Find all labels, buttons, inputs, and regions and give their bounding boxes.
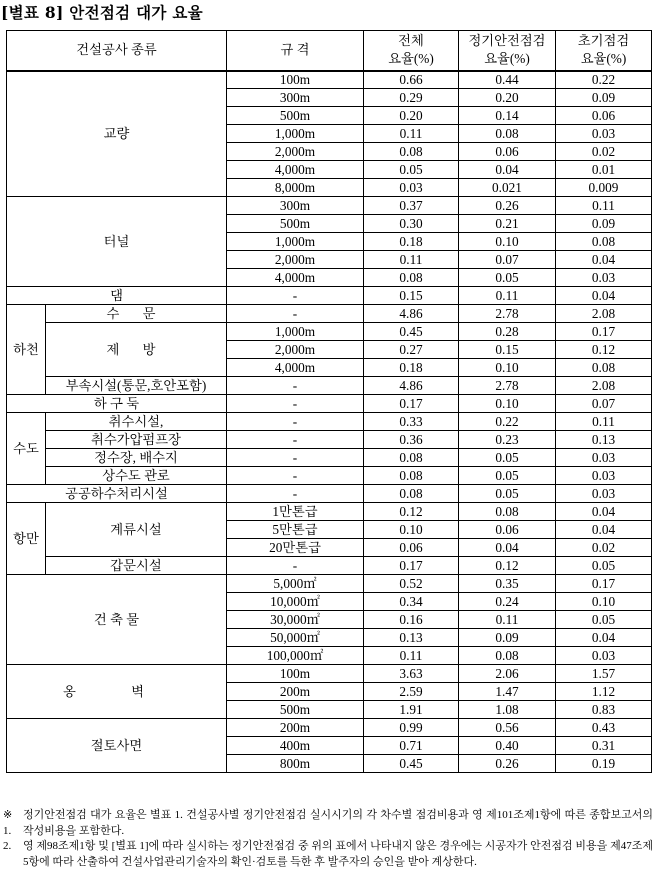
table-row	[7, 413, 652, 431]
total-rate: 0.37	[364, 197, 459, 215]
spec-cell: 2,000m	[227, 341, 364, 359]
spec-cell: 4,000m	[227, 269, 364, 287]
periodic-rate: 1.47	[459, 683, 556, 701]
spec-cell: 200m	[227, 683, 364, 701]
periodic-rate: 0.05	[459, 269, 556, 287]
spec-cell: 800m	[227, 755, 364, 773]
category-retaining-wall: 옹 벽	[7, 665, 227, 719]
table-row	[7, 305, 652, 323]
header-spec: 규 격	[227, 31, 364, 71]
header-periodic: 정기안전점검 요율(%)	[459, 31, 556, 71]
periodic-rate: 0.04	[459, 539, 556, 557]
initial-rate: 0.05	[556, 557, 652, 575]
periodic-rate: 0.22	[459, 413, 556, 431]
spec-cell: 1,000m	[227, 125, 364, 143]
periodic-rate: 0.28	[459, 323, 556, 341]
total-rate: 0.06	[364, 539, 459, 557]
initial-rate: 2.08	[556, 305, 652, 323]
total-rate: 4.86	[364, 305, 459, 323]
periodic-rate: 0.11	[459, 287, 556, 305]
total-rate: 0.03	[364, 179, 459, 197]
total-rate: 0.18	[364, 233, 459, 251]
total-rate: 0.18	[364, 359, 459, 377]
total-rate: 0.20	[364, 107, 459, 125]
total-rate: 0.71	[364, 737, 459, 755]
periodic-rate: 0.12	[459, 557, 556, 575]
initial-rate: 0.03	[556, 467, 652, 485]
initial-rate: 0.03	[556, 125, 652, 143]
footnotes	[3, 808, 653, 870]
initial-rate: 0.04	[556, 629, 652, 647]
header-row	[7, 31, 652, 71]
header-initial: 초기점검 요율(%)	[556, 31, 652, 71]
category-river: 하천	[7, 305, 46, 395]
table-row	[7, 665, 652, 683]
total-rate: 0.08	[364, 449, 459, 467]
table-row	[7, 449, 652, 467]
total-rate: 0.08	[364, 143, 459, 161]
spec-cell: -	[227, 413, 364, 431]
periodic-rate: 0.14	[459, 107, 556, 125]
category-sewage: 공공하수처리시설	[7, 485, 227, 503]
spec-cell: -	[227, 449, 364, 467]
subcategory-ancillary: 부속시설(통문,호안포함)	[46, 377, 227, 395]
initial-rate: 0.03	[556, 647, 652, 665]
table-row	[7, 557, 652, 575]
periodic-rate: 0.05	[459, 485, 556, 503]
spec-cell: 10,000㎡	[227, 593, 364, 611]
total-rate: 0.36	[364, 431, 459, 449]
spec-cell: 500m	[227, 215, 364, 233]
spec-cell: 1,000m	[227, 323, 364, 341]
total-rate: 0.11	[364, 125, 459, 143]
periodic-rate: 0.10	[459, 233, 556, 251]
initial-rate: 0.13	[556, 431, 652, 449]
spec-cell: 2,000m	[227, 143, 364, 161]
initial-rate: 0.19	[556, 755, 652, 773]
spec-cell: -	[227, 557, 364, 575]
category-building: 건 축 물	[7, 575, 227, 665]
header-total: 전체 요율(%)	[364, 31, 459, 71]
initial-rate: 0.04	[556, 521, 652, 539]
spec-cell: -	[227, 305, 364, 323]
spec-cell: 500m	[227, 107, 364, 125]
initial-rate: 0.05	[556, 611, 652, 629]
total-rate: 0.08	[364, 269, 459, 287]
spec-cell: 50,000㎡	[227, 629, 364, 647]
initial-rate: 0.11	[556, 413, 652, 431]
table-row	[7, 575, 652, 593]
total-rate: 0.66	[364, 71, 459, 89]
category-bridge: 교량	[7, 71, 227, 197]
table-row	[7, 197, 652, 215]
periodic-rate: 0.08	[459, 503, 556, 521]
spec-cell: 100m	[227, 665, 364, 683]
total-rate: 0.33	[364, 413, 459, 431]
periodic-rate: 0.56	[459, 719, 556, 737]
subcategory-levee: 제 방	[46, 323, 227, 377]
total-rate: 0.52	[364, 575, 459, 593]
spec-cell: 30,000㎡	[227, 611, 364, 629]
total-rate: 0.08	[364, 485, 459, 503]
initial-rate: 0.06	[556, 107, 652, 125]
subcategory-sluice: 수 문	[46, 305, 227, 323]
table-row	[7, 467, 652, 485]
initial-rate: 1.12	[556, 683, 652, 701]
spec-cell: 4,000m	[227, 161, 364, 179]
total-rate: 0.10	[364, 521, 459, 539]
footnote-text: 영 제98조제1항 및 [별표 1]에 따라 실시하는 정기안전점검 중 위의 표에서 나타내지 않은 경우에는 시공자가 안전점검 비용을 제47조제5항에 따라 산출하여 건설사업관리기술자의 확인·검토를 득한 후 발주자의 승인을 받아 계상한다.	[23, 840, 653, 868]
category-water-supply: 수도	[7, 413, 46, 485]
periodic-rate: 0.11	[459, 611, 556, 629]
table-row	[7, 323, 652, 341]
periodic-rate: 0.21	[459, 215, 556, 233]
initial-rate: 0.03	[556, 449, 652, 467]
footnote-text: 정기안전점검 대가 요율은 별표 1. 건설공사별 정기안전점검 실시시기의 각 차수별 점검비용과 영 제101조제1항에 따른 종합보고서의 작성비용을 포함한다.	[23, 809, 653, 837]
category-tunnel: 터널	[7, 197, 227, 287]
total-rate: 0.13	[364, 629, 459, 647]
page-title: [별표 8] 안전점검 대가 요율	[1, 3, 203, 22]
spec-cell: 5,000㎡	[227, 575, 364, 593]
periodic-rate: 2.78	[459, 305, 556, 323]
periodic-rate: 0.06	[459, 143, 556, 161]
initial-rate: 0.17	[556, 323, 652, 341]
initial-rate: 0.22	[556, 71, 652, 89]
initial-rate: 0.09	[556, 215, 652, 233]
total-rate: 4.86	[364, 377, 459, 395]
total-rate: 1.91	[364, 701, 459, 719]
total-rate: 0.11	[364, 251, 459, 269]
initial-rate: 0.07	[556, 395, 652, 413]
periodic-rate: 0.05	[459, 467, 556, 485]
category-dam: 댐	[7, 287, 227, 305]
table-row	[7, 71, 652, 89]
initial-rate: 0.83	[556, 701, 652, 719]
initial-rate: 0.08	[556, 233, 652, 251]
category-cut-slope: 절토사면	[7, 719, 227, 773]
periodic-rate: 0.24	[459, 593, 556, 611]
total-rate: 0.99	[364, 719, 459, 737]
spec-cell: 2,000m	[227, 251, 364, 269]
periodic-rate: 0.20	[459, 89, 556, 107]
table-row	[7, 377, 652, 395]
periodic-rate: 0.35	[459, 575, 556, 593]
periodic-rate: 0.08	[459, 125, 556, 143]
periodic-rate: 0.08	[459, 647, 556, 665]
initial-rate: 0.009	[556, 179, 652, 197]
spec-cell: -	[227, 377, 364, 395]
periodic-rate: 0.09	[459, 629, 556, 647]
total-rate: 0.45	[364, 323, 459, 341]
spec-cell: 1,000m	[227, 233, 364, 251]
subcategory-mooring: 계류시설	[46, 503, 227, 557]
table-row	[7, 503, 652, 521]
spec-cell: -	[227, 467, 364, 485]
spec-cell: 100,000㎡	[227, 647, 364, 665]
spec-cell: -	[227, 395, 364, 413]
periodic-rate: 0.26	[459, 197, 556, 215]
spec-cell: -	[227, 287, 364, 305]
footnote-2	[3, 839, 653, 870]
subcategory-cell: 상수도 관로	[46, 467, 227, 485]
periodic-rate: 0.05	[459, 449, 556, 467]
total-rate: 0.29	[364, 89, 459, 107]
spec-cell: 20만톤급	[227, 539, 364, 557]
table-row	[7, 485, 652, 503]
initial-rate: 0.03	[556, 485, 652, 503]
spec-cell: 8,000m	[227, 179, 364, 197]
spec-cell: -	[227, 485, 364, 503]
total-rate: 0.11	[364, 647, 459, 665]
initial-rate: 0.09	[556, 89, 652, 107]
periodic-rate: 2.78	[459, 377, 556, 395]
initial-rate: 0.17	[556, 575, 652, 593]
total-rate: 0.17	[364, 557, 459, 575]
category-estuary-weir: 하 구 둑	[7, 395, 227, 413]
subcategory-cell: 취수가압펌프장	[46, 431, 227, 449]
initial-rate: 0.03	[556, 269, 652, 287]
header-type: 건설공사 종류	[7, 31, 227, 71]
subcategory-cell: 정수장, 배수지	[46, 449, 227, 467]
periodic-rate: 0.07	[459, 251, 556, 269]
spec-cell: 1만톤급	[227, 503, 364, 521]
initial-rate: 1.57	[556, 665, 652, 683]
spec-cell: 5만톤급	[227, 521, 364, 539]
footnote-marker: ※ 1.	[3, 809, 13, 837]
total-rate: 0.34	[364, 593, 459, 611]
initial-rate: 0.02	[556, 539, 652, 557]
initial-rate: 0.01	[556, 161, 652, 179]
total-rate: 0.15	[364, 287, 459, 305]
initial-rate: 0.02	[556, 143, 652, 161]
spec-cell: 200m	[227, 719, 364, 737]
initial-rate: 0.04	[556, 287, 652, 305]
subcategory-cell: 취수시설,	[46, 413, 227, 431]
periodic-rate: 0.06	[459, 521, 556, 539]
periodic-rate: 0.40	[459, 737, 556, 755]
table-row	[7, 431, 652, 449]
spec-cell: 300m	[227, 89, 364, 107]
total-rate: 3.63	[364, 665, 459, 683]
category-harbor: 항만	[7, 503, 46, 575]
periodic-rate: 2.06	[459, 665, 556, 683]
periodic-rate: 1.08	[459, 701, 556, 719]
footnote-marker: 2.	[3, 840, 12, 852]
periodic-rate: 0.26	[459, 755, 556, 773]
total-rate: 0.45	[364, 755, 459, 773]
spec-cell: -	[227, 431, 364, 449]
spec-cell: 500m	[227, 701, 364, 719]
initial-rate: 0.04	[556, 503, 652, 521]
total-rate: 0.12	[364, 503, 459, 521]
total-rate: 0.16	[364, 611, 459, 629]
initial-rate: 2.08	[556, 377, 652, 395]
spec-cell: 100m	[227, 71, 364, 89]
spec-cell: 4,000m	[227, 359, 364, 377]
initial-rate: 0.11	[556, 197, 652, 215]
total-rate: 0.08	[364, 467, 459, 485]
total-rate: 0.27	[364, 341, 459, 359]
spec-cell: 300m	[227, 197, 364, 215]
initial-rate: 0.43	[556, 719, 652, 737]
subcategory-lock: 갑문시설	[46, 557, 227, 575]
total-rate: 0.17	[364, 395, 459, 413]
periodic-rate: 0.23	[459, 431, 556, 449]
initial-rate: 0.04	[556, 251, 652, 269]
periodic-rate: 0.04	[459, 161, 556, 179]
periodic-rate: 0.15	[459, 341, 556, 359]
total-rate: 2.59	[364, 683, 459, 701]
total-rate: 0.05	[364, 161, 459, 179]
footnote-1	[3, 808, 653, 839]
table-row	[7, 395, 652, 413]
periodic-rate: 0.44	[459, 71, 556, 89]
initial-rate: 0.08	[556, 359, 652, 377]
periodic-rate: 0.021	[459, 179, 556, 197]
initial-rate: 0.12	[556, 341, 652, 359]
initial-rate: 0.31	[556, 737, 652, 755]
periodic-rate: 0.10	[459, 395, 556, 413]
table-row	[7, 287, 652, 305]
rate-table	[6, 30, 652, 773]
table-row	[7, 719, 652, 737]
total-rate: 0.30	[364, 215, 459, 233]
periodic-rate: 0.10	[459, 359, 556, 377]
initial-rate: 0.10	[556, 593, 652, 611]
spec-cell: 400m	[227, 737, 364, 755]
